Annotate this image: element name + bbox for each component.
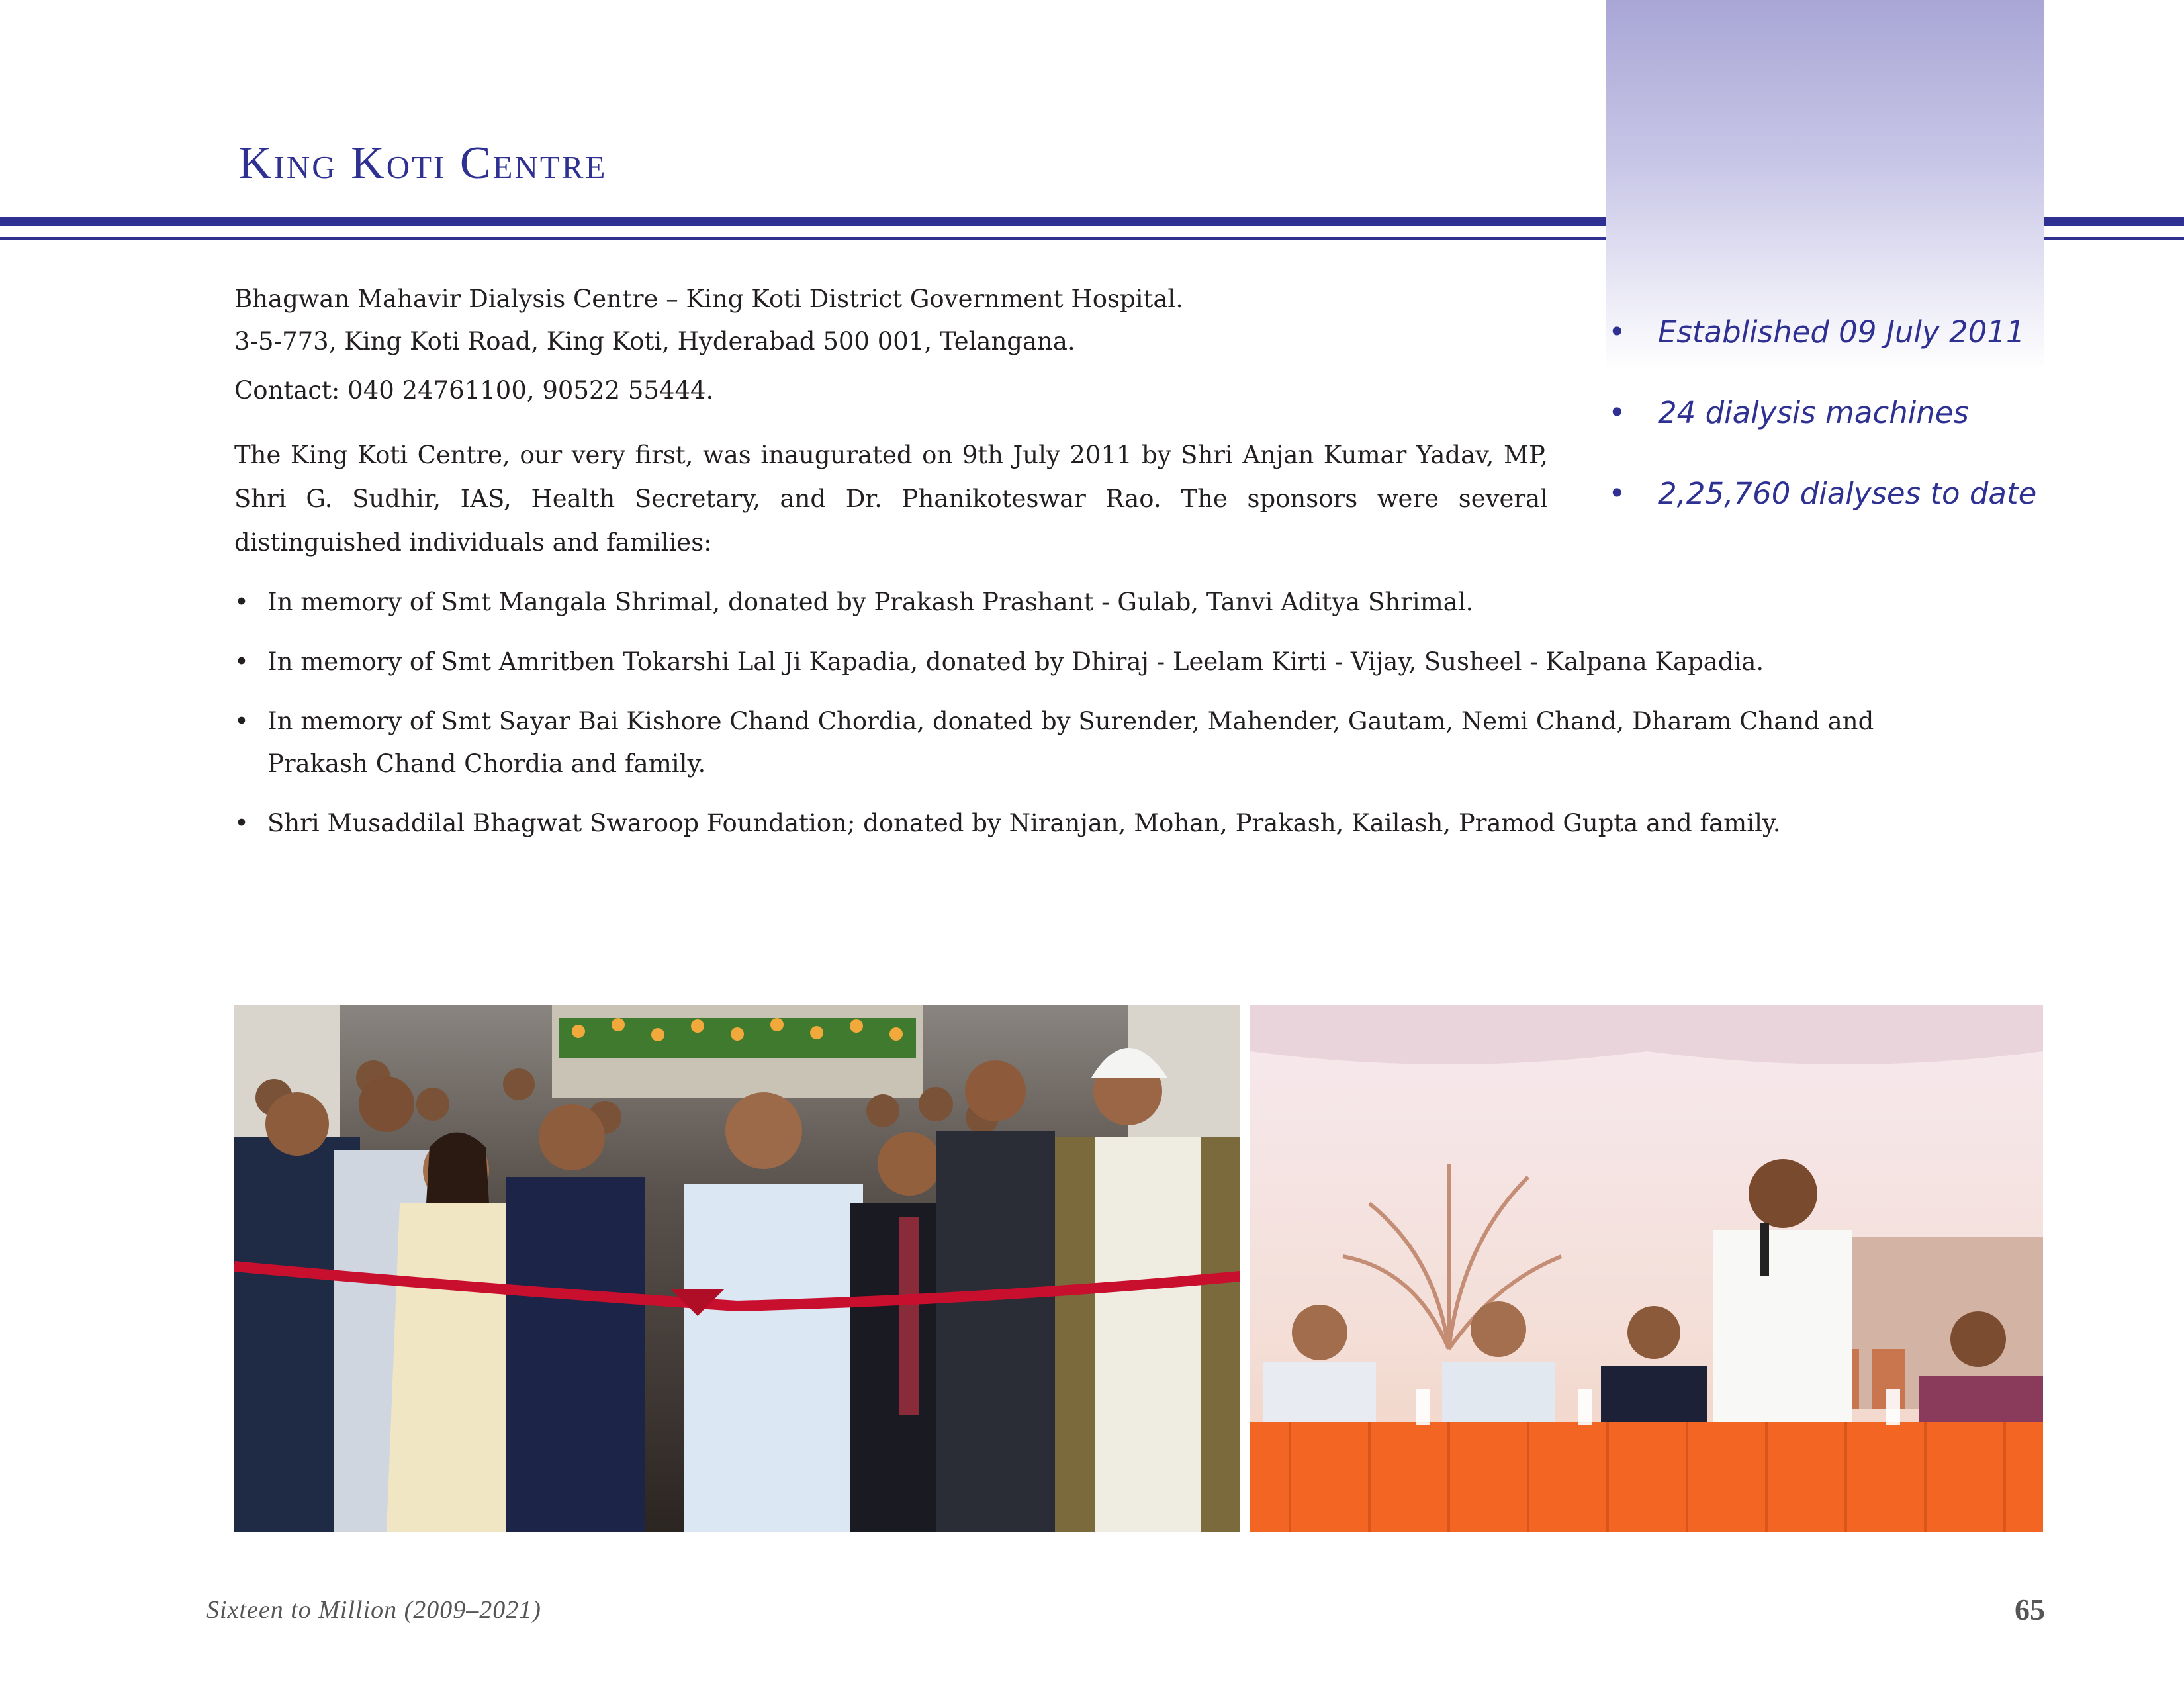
sponsor-list: [234, 581, 1955, 862]
sponsor-text: Shri Musaddilal Bhagwat Swaroop Foundation; donated by Niranjan, Mohan, Prakash, Kailash, Pramod Gupta and family.: [267, 809, 1781, 837]
fact-item: [1608, 305, 2036, 385]
bullet-icon: •: [234, 588, 249, 616]
sponsor-text: In memory of Smt Mangala Shrimal, donated by Prakash Prashant - Gulab, Tanvi Aditya Shrimal.: [267, 588, 1474, 616]
speaker-photo: [1250, 1005, 2043, 1532]
bullet-icon: •: [1608, 476, 1626, 511]
address-line-1: Bhagwan Mahavir Dialysis Centre – King Koti District Government Hospital.: [234, 285, 1184, 313]
fact-established: Established 09 July 2011: [1658, 314, 2025, 350]
sponsor-text: In memory of Smt Amritben Tokarshi Lal Ji Kapadia, donated by Dhiraj - Leelam Kirti - Vijay, Susheel - Kalpana Kapadia.: [267, 647, 1764, 676]
fact-machines: 24 dialysis machines: [1658, 395, 1969, 430]
intro-paragraph: The King Koti Centre, our very first, was inaugurated on 9th July 2011 by Shri Anjan Kumar Yadav, MP, Shri G. Sudhir, IAS, Health Secretary, and Dr. Phanikoteswar Rao. The sponsors were several distinguished individuals and families:: [234, 441, 1548, 557]
sponsor-item: [234, 700, 1955, 785]
bullet-icon: •: [234, 809, 249, 837]
speaker-illustration: [1250, 1005, 2043, 1532]
address-line-2: 3-5-773, King Koti Road, King Koti, Hyderabad 500 001, Telangana.: [234, 327, 1075, 355]
ribbon-cutting-illustration: [234, 1005, 1240, 1532]
sponsor-item: [234, 802, 1955, 845]
sponsor-text: In memory of Smt Sayar Bai Kishore Chand Chordia, donated by Surender, Mahender, Gautam, Nemi Chand, Dharam Chand and Prakash Chand Chordia and family.: [267, 707, 1874, 778]
contact-line: Contact: 040 24761100, 90522 55444.: [234, 376, 714, 404]
bullet-icon: •: [1608, 314, 1626, 350]
bullet-icon: •: [234, 647, 249, 676]
header-rule-thin-right: [2044, 237, 2184, 240]
footer-book-title: Sixteen to Million (2009–2021): [206, 1596, 541, 1624]
sponsor-item: [234, 581, 1955, 624]
bullet-icon: •: [1608, 395, 1626, 430]
ribbon-cutting-photo: [234, 1005, 1240, 1532]
fact-item: [1608, 385, 2036, 466]
fact-dialyses: 2,25,760 dialyses to date: [1658, 476, 2037, 511]
key-facts-list: [1608, 305, 2036, 547]
fact-item: [1608, 466, 2036, 547]
header-rule-thick-left: [0, 217, 1606, 226]
header-rule-thin-left: [0, 237, 1606, 240]
page-title: King Koti Centre: [238, 138, 608, 189]
bullet-icon: •: [234, 707, 249, 735]
page-number: 65: [2015, 1593, 2045, 1626]
header-rule-thick-right: [2044, 217, 2184, 226]
sponsor-item: [234, 641, 1955, 683]
